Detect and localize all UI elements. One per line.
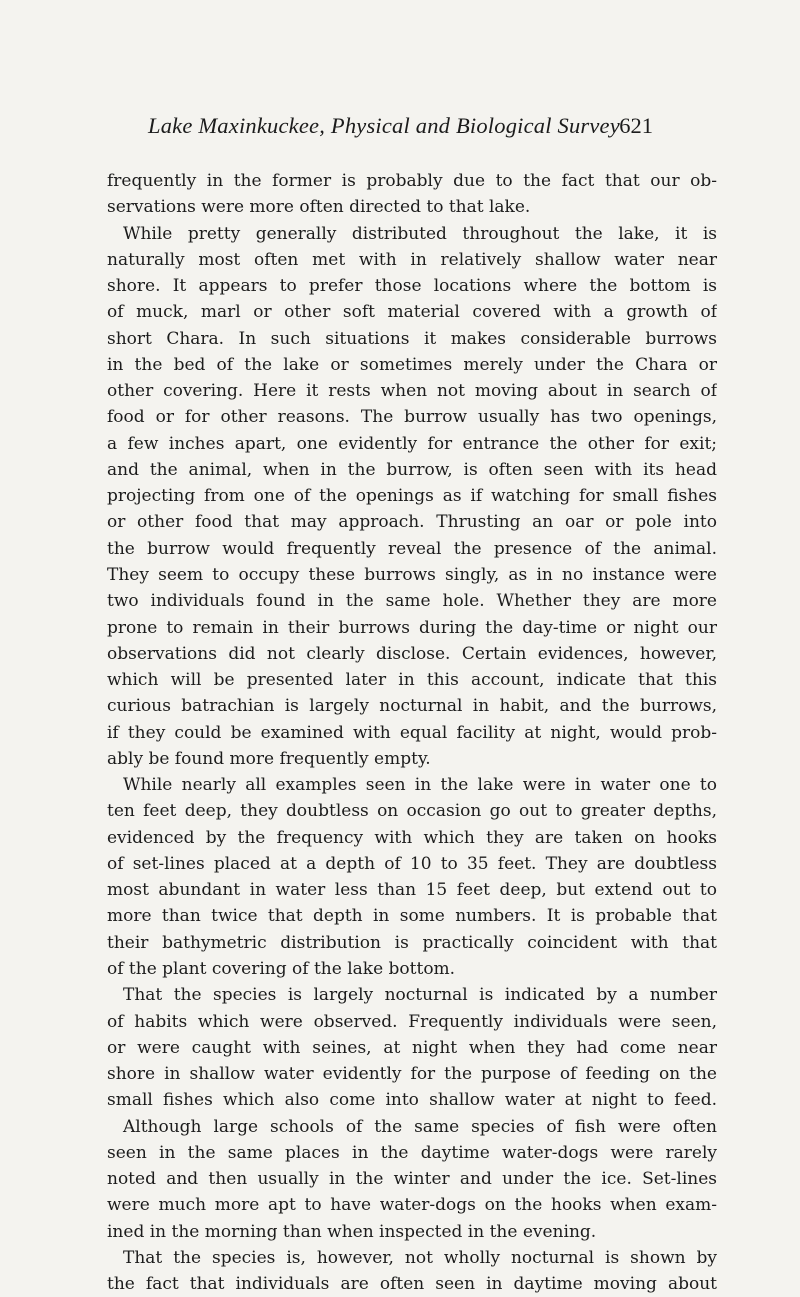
text-line: short Chara. In such situations it makes considerable burrows	[107, 328, 717, 349]
text-line: evidenced by the frequency with which they are taken on hooks	[107, 827, 717, 848]
text-line: food or for other reasons. The burrow usually has two openings,	[107, 407, 717, 428]
text-line: and the animal, when in the burrow, is often seen with its head	[107, 459, 717, 480]
text-line: They seem to occupy these burrows singly, as in no instance were	[107, 564, 717, 585]
text-line: shore in shallow water evidently for the purpose of feeding on the	[107, 1064, 717, 1085]
text-line: curious batrachian is largely nocturnal in habit, and the burrows,	[107, 696, 717, 717]
text-line: While nearly all examples seen in the lake were in water one to	[123, 775, 717, 796]
text-line: two individuals found in the same hole. Whether they are more	[107, 591, 717, 612]
page-number: 621	[619, 113, 653, 138]
text-line: That the species is largely nocturnal is indicated by a number	[123, 985, 717, 1006]
text-line: naturally most often met with in relatively shallow water near	[107, 249, 717, 270]
text-line: ably be found more frequently empty.	[107, 748, 431, 769]
text-line: servations were more often directed to that lake.	[107, 197, 531, 218]
text-line: the fact that individuals are often seen in daytime moving about	[107, 1274, 717, 1295]
text-line: most abundant in water less than 15 feet deep, but extend out to	[107, 880, 717, 901]
text-line: small fishes which also come into shallow water at night to feed.	[107, 1090, 717, 1111]
text-line: Although large schools of the same species of fish were often	[123, 1116, 717, 1137]
text-line: shore. It appears to prefer those locations where the bottom is	[107, 276, 717, 297]
text-line: other covering. Here it rests when not moving about in search of	[107, 381, 717, 402]
text-line: observations did not clearly disclose. Certain evidences, however,	[107, 643, 717, 664]
text-line: ined in the morning than when inspected in the evening.	[107, 1221, 597, 1242]
text-line: or were caught with seines, at night when they had come near	[107, 1037, 717, 1058]
text-line: their bathymetric distribution is practically coincident with that	[107, 932, 717, 953]
text-line: noted and then usually in the winter and under the ice. Set-lines	[107, 1169, 717, 1190]
text-line: of set-lines placed at a depth of 10 to 35 feet. They are doubtless	[107, 853, 717, 874]
text-line: ten feet deep, they doubtless on occasion go out to greater depths,	[107, 801, 717, 822]
page-header	[0, 113, 800, 143]
text-line: or other food that may approach. Thrusting an oar or pole into	[107, 512, 717, 533]
text-line: projecting from one of the openings as if watching for small fishes	[107, 486, 717, 507]
text-line: which will be presented later in this account, indicate that this	[107, 670, 717, 691]
text-line: if they could be examined with equal facility at night, would prob-	[107, 722, 717, 743]
running-title: Lake Maxinkuckee, Physical and Biological Survey	[148, 113, 620, 138]
text-line: were much more apt to have water-dogs on the hooks when exam-	[107, 1195, 717, 1216]
text-line: a few inches apart, one evidently for entrance the other for exit;	[107, 433, 717, 454]
text-line: prone to remain in their burrows during the day-time or night our	[107, 617, 717, 638]
body-text	[107, 168, 717, 1297]
text-line: the burrow would frequently reveal the presence of the animal.	[107, 538, 717, 559]
text-line: in the bed of the lake or sometimes merely under the Chara or	[107, 354, 717, 375]
text-line: of habits which were observed. Frequently individuals were seen,	[107, 1011, 717, 1032]
text-line: seen in the same places in the daytime water-dogs were rarely	[107, 1142, 717, 1163]
text-line: of muck, marl or other soft material covered with a growth of	[107, 302, 717, 323]
text-line: While pretty generally distributed throughout the lake, it is	[123, 223, 717, 244]
text-line: frequently in the former is probably due to the fact that our ob-	[107, 171, 717, 191]
text-line: of the plant covering of the lake bottom.	[107, 958, 456, 979]
text-line: That the species is, however, not wholly nocturnal is shown by	[123, 1247, 717, 1268]
text-line: more than twice that depth in some numbers. It is probable that	[107, 906, 717, 927]
